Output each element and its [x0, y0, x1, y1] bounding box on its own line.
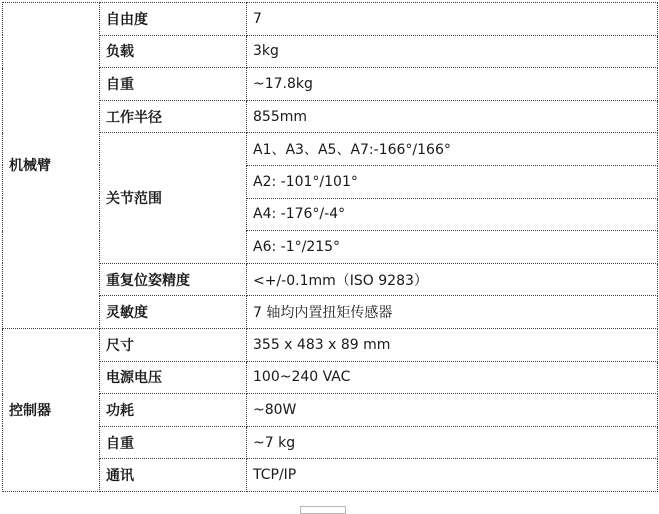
param-label-cell: 尺寸 [100, 328, 247, 361]
table-row [3, 459, 658, 492]
param-value-cell: ~17.8kg [247, 68, 658, 101]
param-value-cell: 355 x 483 x 89 mm [247, 328, 658, 361]
table-row [3, 394, 658, 427]
param-value-cell: A4: -176°/-4° [247, 198, 658, 231]
param-label-cell: 通讯 [100, 459, 247, 492]
param-value-cell: ~80W [247, 394, 658, 427]
param-label-cell: 灵敏度 [100, 296, 247, 329]
param-label-cell: 自重 [100, 426, 247, 459]
param-value-cell: 7 轴均内置扭矩传感器 [247, 296, 658, 329]
table-row [3, 296, 658, 329]
table-row [3, 100, 658, 133]
category-cell: 控制器 [3, 328, 100, 491]
table-row [3, 328, 658, 361]
clipped-element-below-table [300, 506, 346, 514]
param-value-cell: ~7 kg [247, 426, 658, 459]
table-row [3, 3, 658, 36]
table-row [3, 133, 658, 166]
table-row [3, 35, 658, 68]
param-label-cell: 功耗 [100, 394, 247, 427]
param-label-cell: 负载 [100, 35, 247, 68]
table-row [3, 263, 658, 296]
param-label-cell: 工作半径 [100, 100, 247, 133]
category-cell: 机械臂 [3, 3, 100, 329]
param-value-cell: A6: -1°/215° [247, 231, 658, 264]
param-label-cell: 关节范围 [100, 133, 247, 263]
param-value-cell: A1、A3、A5、A7:-166°/166° [247, 133, 658, 166]
table-row [3, 68, 658, 101]
param-value-cell: 100~240 VAC [247, 361, 658, 394]
param-label-cell: 自重 [100, 68, 247, 101]
spec-table-container [2, 2, 658, 492]
param-value-cell: 3kg [247, 35, 658, 68]
param-value-cell: TCP/IP [247, 459, 658, 492]
param-label-cell: 自由度 [100, 3, 247, 36]
param-value-cell: 7 [247, 3, 658, 36]
table-row [3, 361, 658, 394]
param-label-cell: 电源电压 [100, 361, 247, 394]
table-row [3, 426, 658, 459]
param-value-cell: <+/-0.1mm（ISO 9283） [247, 263, 658, 296]
param-value-cell: 855mm [247, 100, 658, 133]
param-label-cell: 重复位姿精度 [100, 263, 247, 296]
robot-spec-table [2, 2, 658, 492]
param-value-cell: A2: -101°/101° [247, 165, 658, 198]
